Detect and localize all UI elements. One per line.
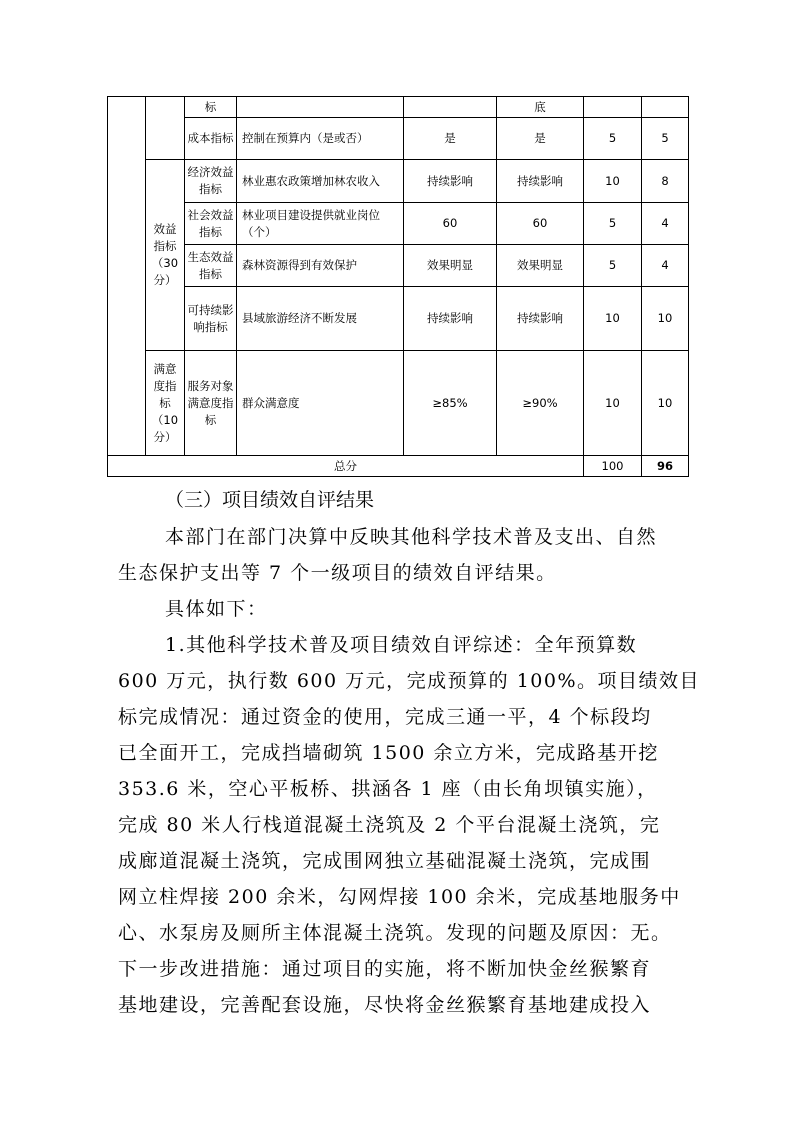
weight-cell: 10 xyxy=(584,287,642,351)
content-cell: 林业惠农政策增加林农收入 xyxy=(237,160,404,203)
target-cell: 效果明显 xyxy=(404,245,497,287)
score-cell: 4 xyxy=(642,245,689,287)
indicator-cell: 成本指标 xyxy=(185,118,237,160)
total-label: 总分 xyxy=(108,456,584,477)
weight-cell: 5 xyxy=(584,245,642,287)
content-cell xyxy=(237,97,404,118)
table-row xyxy=(108,118,689,160)
paragraph-line: 下一步改进措施：通过项目的实施，将不断加快金丝猴繁育 xyxy=(118,958,652,980)
indicator-cell: 服务对象满意度指标 xyxy=(185,351,237,456)
content-cell: 群众满意度 xyxy=(237,351,404,456)
actual-cell: ≥90% xyxy=(497,351,584,456)
level2-blank-cell xyxy=(146,97,185,160)
indicator-cell: 标 xyxy=(185,97,237,118)
paragraph-line: 600 万元，执行数 600 万元，完成预算的 100%。项目绩效目 xyxy=(118,670,701,692)
target-cell: 是 xyxy=(404,118,497,160)
paragraph-line: 本部门在部门决算中反映其他科学技术普及支出、自然 xyxy=(165,526,658,548)
weight-cell xyxy=(584,97,642,118)
score-cell: 10 xyxy=(642,287,689,351)
paragraph-line: 具体如下： xyxy=(165,598,268,620)
weight-cell: 10 xyxy=(584,160,642,203)
total-full-score: 100 xyxy=(584,456,642,477)
section-heading: （三）项目绩效自评结果 xyxy=(165,489,375,511)
paragraph-line: 完成 80 米人行栈道混凝土浇筑及 2 个平台混凝土浇筑，完 xyxy=(118,814,661,836)
score-cell: 4 xyxy=(642,203,689,245)
paragraph-line: 生态保护支出等 7 个一级项目的绩效自评结果。 xyxy=(118,562,557,584)
paragraph-line: 标完成情况：通过资金的使用，完成三通一平，4 个标段均 xyxy=(118,706,652,728)
satisfaction-indicator-cell: 满意度指标（10分） xyxy=(146,351,185,456)
actual-cell: 底 xyxy=(497,97,584,118)
indicator-cell: 可持续影响指标 xyxy=(185,287,237,351)
target-cell: 持续影响 xyxy=(404,160,497,203)
indicator-cell: 生态效益指标 xyxy=(185,245,237,287)
table-row xyxy=(108,351,689,456)
paragraph-line: 网立柱焊接 200 余米，勾网焊接 100 余米，完成基地服务中 xyxy=(118,886,681,908)
level1-blank-cell xyxy=(108,97,146,456)
actual-cell: 持续影响 xyxy=(497,160,584,203)
indicator-cell: 经济效益指标 xyxy=(185,160,237,203)
content-cell: 林业项目建设提供就业岗位（个） xyxy=(237,203,404,245)
performance-table xyxy=(107,96,689,477)
content-cell: 控制在预算内（是或否） xyxy=(237,118,404,160)
indicator-cell: 社会效益指标 xyxy=(185,203,237,245)
target-cell xyxy=(404,97,497,118)
total-row xyxy=(108,456,689,477)
benefit-indicator-cell: 效益指标（30分） xyxy=(146,160,185,351)
table-row xyxy=(108,97,689,118)
weight-cell: 5 xyxy=(584,118,642,160)
paragraph-line: 353.6 米，空心平板桥、拱涵各 1 座（由长角坝镇实施）， xyxy=(118,778,658,800)
table-row xyxy=(108,160,689,203)
paragraph-line: 1.其他科学技术普及项目绩效自评综述：全年预算数 xyxy=(165,634,638,656)
content-cell: 森林资源得到有效保护 xyxy=(237,245,404,287)
paragraph-line: 心、水泵房及厕所主体混凝土浇筑。发现的问题及原因：无。 xyxy=(118,922,672,944)
actual-cell: 效果明显 xyxy=(497,245,584,287)
weight-cell: 5 xyxy=(584,203,642,245)
total-score: 96 xyxy=(642,456,689,477)
target-cell: 60 xyxy=(404,203,497,245)
weight-cell: 10 xyxy=(584,351,642,456)
paragraph-line: 成廊道混凝土浇筑，完成围网独立基础混凝土浇筑，完成围 xyxy=(118,850,652,872)
score-cell: 10 xyxy=(642,351,689,456)
actual-cell: 60 xyxy=(497,203,584,245)
paragraph-line: 基地建设，完善配套设施，尽快将金丝猴繁育基地建成投入 xyxy=(118,994,652,1016)
actual-cell: 持续影响 xyxy=(497,287,584,351)
table-row xyxy=(108,245,689,287)
content-cell: 县域旅游经济不断发展 xyxy=(237,287,404,351)
target-cell: ≥85% xyxy=(404,351,497,456)
table-row xyxy=(108,203,689,245)
score-cell xyxy=(642,97,689,118)
score-cell: 5 xyxy=(642,118,689,160)
actual-cell: 是 xyxy=(497,118,584,160)
table-row xyxy=(108,287,689,351)
paragraph-line: 已全面开工，完成挡墙砌筑 1500 余立方米，完成路基开挖 xyxy=(118,742,659,764)
target-cell: 持续影响 xyxy=(404,287,497,351)
score-cell: 8 xyxy=(642,160,689,203)
